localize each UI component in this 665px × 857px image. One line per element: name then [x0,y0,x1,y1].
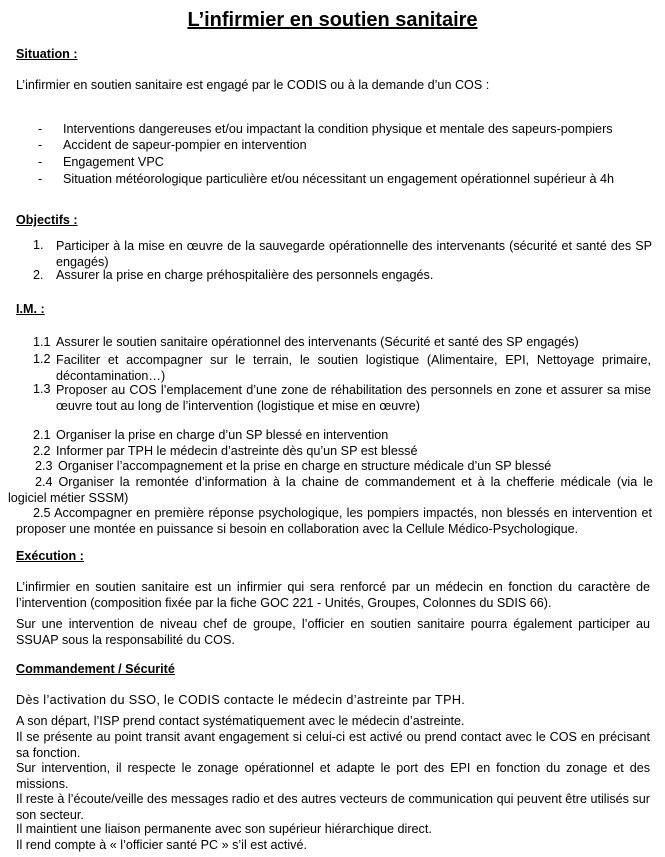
im-number-1-2: 1.2 [33,352,51,366]
im-item-2-4 [8,474,653,506]
objectif-number-2: 2. [33,268,44,282]
commandement-line-5: Il maintient une liaison permanente avec son supérieur hiérarchique direct. [16,822,432,836]
im-number-2-2: 2.2 [33,444,51,458]
im-item-2-5 [16,505,652,537]
page-title: L’infirmier en soutien sanitaire [187,9,478,31]
commandement-line-2: Il se présente au point transit avant engagement si celui-ci est activé ou prend contact avec le COS en précisant sa fonction. [16,730,650,760]
im-number-2-1: 2.1 [33,428,51,442]
im-text-2-5: Accompagner en première réponse psychologique, les pompiers impactés, non blessés en intervention et proposer une montée en puissance si besoin en collaboration avec la Cellule Médico-Psychologique. [16,506,652,536]
im-heading: I.M. : [16,302,45,316]
commandement-paragraph-1: Dès l’activation du SSO, le CODIS contacte le médecin d’astreinte par TPH. [16,693,466,707]
objectifs-heading: Objectifs : [16,213,78,227]
situation-bullet-3: Engagement VPC [63,155,164,169]
im-text-2-4: Organiser la remontée d’information à la chaine de commandement et à la chefferie médicale (via le logiciel métier SSSM) [8,475,653,505]
im-number-1-1: 1.1 [33,335,51,349]
im-text-2-2: Informer par TPH le médecin d’astreinte dès qu’un SP est blessé [56,444,418,458]
bullet-marker: - [38,172,43,186]
situation-bullet-1: Interventions dangereuses et/ou impactant la condition physique et mentale des sapeurs-pompiers [63,122,613,136]
commandement-line-3: Sur intervention, il respecte le zonage opérationnel et adapte le port des EPI en fonction du zonage et des missions. [16,761,650,791]
objectif-number-1: 1. [33,238,44,252]
objectif-text-1: Participer à la mise en œuvre de la sauvegarde opérationnelle des intervenants (sécurité et santé des SP engagés) [56,239,652,269]
objectif-text-2: Assurer la prise en charge préhospitalière des personnels engagés. [56,268,434,282]
situation-heading: Situation : [16,47,78,61]
bullet-marker: - [38,155,43,169]
situation-bullet-2: Accident de sapeur-pompier en intervention [63,138,307,152]
im-number-2-4: 2.4 [35,475,53,489]
commandement-line-4: Il reste à l’écoute/veille des messages radio et des autres vecteurs de communication qui peuvent être utilisés sur son secteur. [16,792,650,822]
im-text-2-3: Organiser l’accompagnement et la prise en charge en structure médicale d’un SP blessé [58,459,552,473]
commandement-heading: Commandement / Sécurité [16,662,175,676]
im-text-1-3: Proposer au COS l’emplacement d’une zone de réhabilitation des personnels en zone et assurer sa mise œuvre tout au long de l’intervention (logistique et mise en œuvre) [56,383,651,413]
im-number-1-3: 1.3 [33,382,51,396]
bullet-marker: - [38,122,43,136]
execution-paragraph-1: L’infirmier en soutien sanitaire est un infirmier qui sera renforcé par un médecin en fonction du caractère de l’intervention (composition fixée par la fiche GOC 221 - Unités, Groupes, Colonnes du SDIS 66). [16,580,650,610]
im-text-1-2: Faciliter et accompagner sur le terrain, le soutien logistique (Alimentaire, EPI, Nettoyage primaire, décontamination…) [56,353,651,383]
situation-bullet-4: Situation météorologique particulière et/ou nécessitant un engagement opérationnel supérieur à 4h [63,172,614,186]
execution-heading: Exécution : [16,549,84,563]
im-text-2-1: Organiser la prise en charge d’un SP blessé en intervention [56,428,389,442]
im-text-1-1: Assurer le soutien sanitaire opérationnel des intervenants (Sécurité et santé des SP engagés) [56,335,579,349]
im-number-2-5: 2.5 [33,506,51,520]
im-number-2-3: 2.3 [35,459,53,473]
situation-intro: L’infirmier en soutien sanitaire est engagé par le CODIS ou à la demande d’un COS : [16,78,490,92]
commandement-line-1: A son départ, l’ISP prend contact systématiquement avec le médecin d’astreinte. [16,714,465,728]
commandement-line-6: Il rend compte à « l’officier santé PC » s’il est activé. [16,838,307,852]
bullet-marker: - [38,138,43,152]
execution-paragraph-2: Sur une intervention de niveau chef de groupe, l’officier en soutien sanitaire pourra également participer au SSUAP sous la responsabilité du COS. [16,617,650,647]
